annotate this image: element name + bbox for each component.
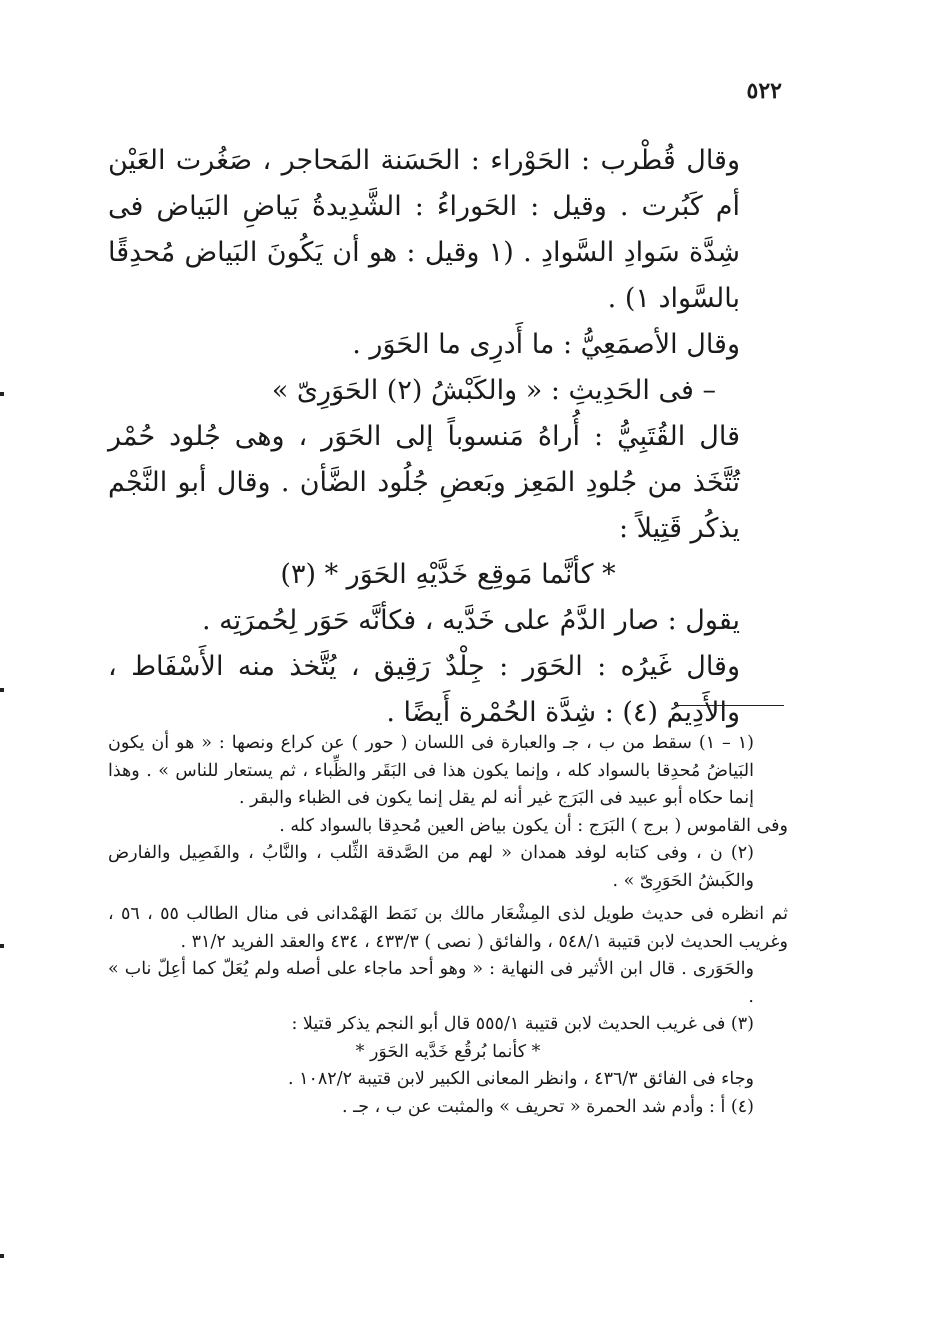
paragraph-ghayruh: وقال غَيرُه : الحَوَر : جِلْدٌ رَقِيق ، يُتَّخذ منه الأَسْفَاط ، والأَدِيمُ (٤) : شِدَّة الحُمْرة أَيضًا . xyxy=(108,651,740,728)
footnote-1-continued: وفى القاموس ( برج ) البَرَج : أن يكون بياض العين مُحدِقا بالسواد كله . xyxy=(279,815,788,836)
hadith-heading: – فى الحَدِيثِ : « والكَبْشُ (٢) الحَوَرِىّ » xyxy=(271,375,716,406)
footnote-2-continued: ثم انظره فى حديث طويل لذى المِشْعَار مالك بن نَمَط الهَمْدانى فى منال الطالب ٥٥ ، ٥٦ ، وغريب الحديث لابن قتيبة ٥٤٨/١ ، والفائق ( نصى ) ٤٣٣/٣ ، ٤٣٤ والعقد الفريد ٣١/٢ . xyxy=(108,904,788,952)
footnote-separator xyxy=(678,705,784,706)
page-number: ٥٢٢ xyxy=(746,78,782,104)
paragraph-qutrub: وقال قُطْرب : الحَوْراء : الحَسَنة المَحاجر ، صَغُرت العَيْن أم كَبُرت . وقيل : الحَوراءُ : الشَّدِيدةُ بَياضِ البَياض فى شِدَّة سَوادِ السَّوادِ . (١ وقيل : هو أن يَكُونَ البَياض مُحدِقًا بالسَّواد ١) . xyxy=(108,145,740,314)
footnote-3: (٣) فى غريب الحديث لابن قتيبة ٥٥٥/١ قال أبو النجم يذكر قتيلا : xyxy=(291,1014,754,1034)
paragraph-asmai: وقال الأصمَعِيُّ : ما أَدرِى ما الحَوَر . xyxy=(352,329,740,360)
scan-edge-mark xyxy=(0,392,4,396)
footnote-2: (٢) ن ، وفى كتابه لوفد همدان « لهم من الصَّدقة الثِّلب ، والنَّابُ ، والفَصِيل والفارض والكَبشُ الحَوَرِىّ » . xyxy=(108,843,754,891)
footnotes xyxy=(108,730,788,1121)
footnote-4: (٤) أ : وأدم شد الحمرة « تحريف » والمثبت عن ب ، جـ . xyxy=(341,1096,754,1117)
scan-edge-mark xyxy=(0,1254,4,1258)
footnote-1: (١ – ١) سقط من ب ، جـ والعبارة فى اللسان ( حور ) عن كراع ونصها : « هو أن يكون البَياضُ مُحدِقا بالسواد كله ، وإنما يكون هذا فى البَقَر والظِّباء ، ثم يستعار للناس » . وهذا إنما حكاه أبو عبيد فى البَرَج غير أنه لم يقل إنما يكون فى الظباء والبقر . xyxy=(108,733,754,808)
footnote-3-verse: * كأنما بُرقُع خَدَّيه الحَوَر * xyxy=(355,1041,541,1062)
verse-line: * كأنَّما مَوقِع خَدَّيْهِ الحَوَر * (٣) xyxy=(280,559,616,590)
paragraph-yaqul: يقول : صار الدَّمُ على خَدَّيه ، فكأنَّه حَوَر لِحُمرَتِه . xyxy=(201,605,740,636)
footnote-2-note: والحَوَرى . قال ابن الأثير فى النهاية : « وهو أحد ماجاء على أصله ولم يُعَلّ كما أعِلّ ناب » . xyxy=(108,959,754,1007)
main-text xyxy=(108,138,788,736)
scan-edge-mark xyxy=(0,688,4,692)
footnote-3-continued: وجاء فى الفائق ٤٣٦/٣ ، وانظر المعانى الكبير لابن قتيبة ١٠٨٢/٢ . xyxy=(287,1069,754,1089)
scan-edge-mark xyxy=(0,944,4,948)
paragraph-qutabi: قال القُتَبِيُّ : أُراهُ مَنسوباً إلى الحَوَر ، وهى جُلود حُمْر تُتَّخَذ من جُلودِ المَعِز وبَعضِ جُلُود الضَّأن . وقال أبو النَّجْم يذكُر قَتِيلاً : xyxy=(108,421,740,544)
